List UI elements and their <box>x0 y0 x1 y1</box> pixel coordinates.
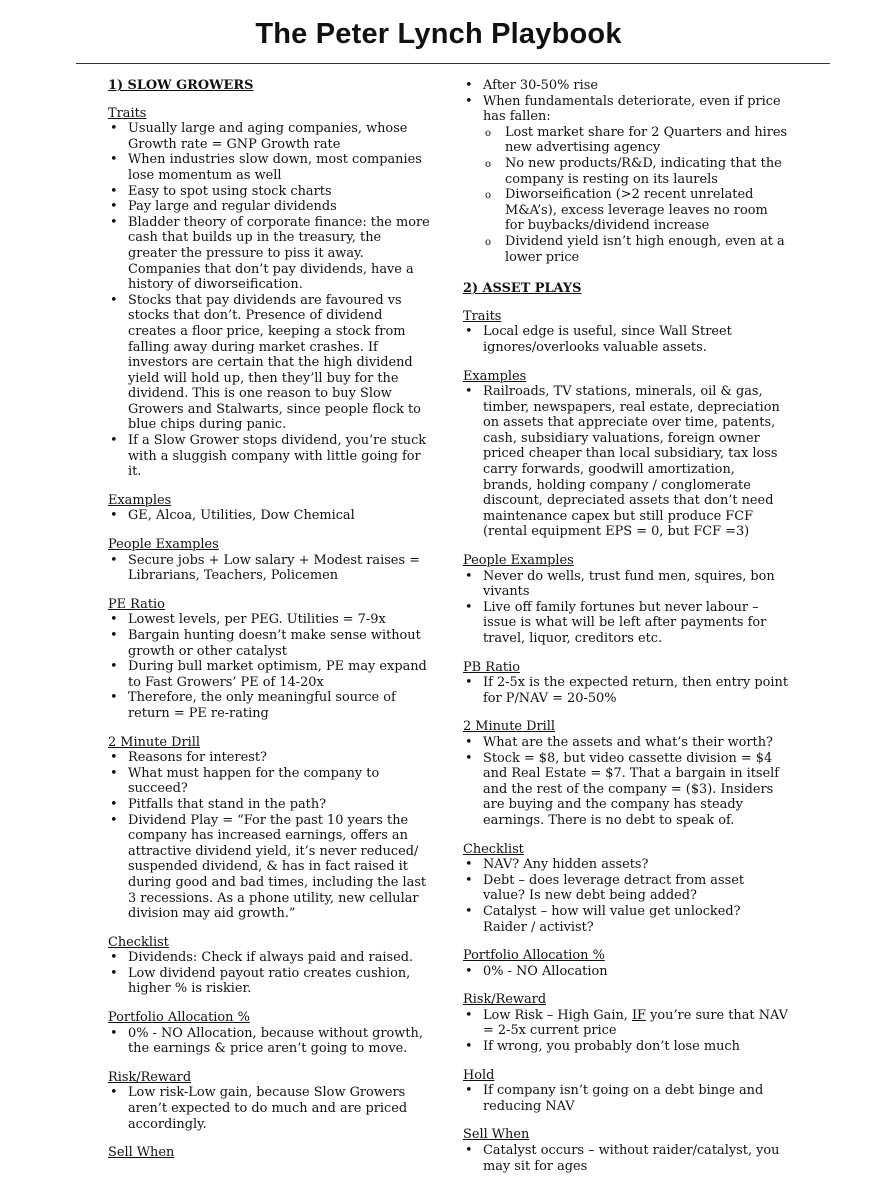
list-item: • Secure jobs + Low salary + Modest raises = Librarians, Teachers, Policemen <box>108 553 430 584</box>
list-item: • Local edge is useful, since Wall Street ignores/overlooks valuable assets. <box>463 324 788 355</box>
list-item: • Pitfalls that stand in the path? <box>108 797 430 813</box>
asset-drill-list <box>463 735 788 829</box>
slow-examples-list <box>108 508 430 524</box>
risk-text-pre: Low Risk – High Gain, <box>483 1007 632 1023</box>
asset-risk-list <box>463 1008 788 1055</box>
list-item: • Dividends: Check if always paid and raised. <box>108 950 430 966</box>
slow-drill-list <box>108 750 430 922</box>
asset-people-list <box>463 569 788 647</box>
slow-sell-sublist <box>463 125 788 265</box>
slow-risk-list <box>108 1085 430 1132</box>
subheading-portfolio-allocation: Portfolio Allocation % <box>108 1010 250 1026</box>
subheading-checklist: Checklist <box>108 934 169 950</box>
slow-sell-list <box>463 78 788 125</box>
subheading-risk-reward: Risk/Reward <box>108 1069 192 1085</box>
subheading-risk-reward: Risk/Reward <box>463 992 547 1008</box>
section-heading-asset-plays: 2) ASSET PLAYS <box>463 281 582 297</box>
asset-pb-list <box>463 675 788 706</box>
list-item: • Bladder theory of corporate finance: the more cash that builds up in the treasury, the greater the pressure to piss it away. Companies that don’t pay dividends, have a history of diworseification. <box>108 215 430 293</box>
subheading-2-minute-drill: 2 Minute Drill <box>463 719 555 735</box>
subheading-people-examples: People Examples <box>108 537 219 553</box>
asset-traits-list <box>463 324 788 355</box>
list-item: • NAV? Any hidden assets? <box>463 857 788 873</box>
asset-checklist-list <box>463 857 788 935</box>
list-item: • When industries slow down, most companies lose momentum as well <box>108 152 430 183</box>
subheading-traits: Traits <box>463 308 502 324</box>
subheading-traits: Traits <box>108 105 147 121</box>
list-item: • Bargain hunting doesn’t make sense without growth or other catalyst <box>108 628 430 659</box>
list-item: • Stock = $8, but video cassette division = $4 and Real Estate = $7. That a bargain in itself and the rest of the company = ($3). Insiders are buying and the company has steady earnings. There is no debt to speak of. <box>463 751 788 829</box>
subheading-checklist: Checklist <box>463 841 524 857</box>
list-item: • What are the assets and what’s their worth? <box>463 735 788 751</box>
list-item: • GE, Alcoa, Utilities, Dow Chemical <box>108 508 430 524</box>
list-item: • If a Slow Grower stops dividend, you’re stuck with a sluggish company with little going for it. <box>108 433 430 480</box>
risk-text-if: IF <box>631 1007 647 1023</box>
sub-list-item: o No new products/R&D, indicating that the company is resting on its laurels <box>463 156 788 187</box>
asset-examples-list <box>463 384 788 540</box>
list-item: • When fundamentals deteriorate, even if price has fallen: <box>463 94 788 125</box>
list-item: • 0% - NO Allocation, because without growth, the earnings & price aren’t going to move. <box>108 1026 430 1057</box>
list-item: • If 2-5x is the expected return, then entry point for P/NAV = 20-50% <box>463 675 788 706</box>
list-item: • Never do wells, trust fund men, squires, bon vivants <box>463 569 788 600</box>
list-item: • If company isn’t going on a debt binge and reducing NAV <box>463 1083 788 1114</box>
slow-people-list <box>108 553 430 584</box>
list-item: • Easy to spot using stock charts <box>108 184 430 200</box>
list-item: • Railroads, TV stations, minerals, oil & gas, timber, newspapers, real estate, depreciation on assets that appreciate over time, patents, cash, subsidiary valuations, foreign owner priced cheaper than local subsidiary, tax loss carry forwards, goodwill amortization, brands, holding company / conglomerate discount, depreciated assets that don’t need maintenance capex but still produce FCF (rental equipment EPS = 0, but FCF =3) <box>463 384 788 540</box>
subheading-examples: Examples <box>463 368 527 384</box>
left-column <box>108 78 430 1161</box>
subheading-pe-ratio: PE Ratio <box>108 596 165 612</box>
slow-traits-list <box>108 121 430 480</box>
asset-sell-list <box>463 1143 788 1174</box>
list-item: • Pay large and regular dividends <box>108 199 430 215</box>
list-item: • Low risk-Low gain, because Slow Growers aren’t expected to do much and are priced accordingly. <box>108 1085 430 1132</box>
section-heading-slow-growers: 1) SLOW GROWERS <box>108 78 254 93</box>
list-item: • Dividend Play = “For the past 10 years the company has increased earnings, offers an attractive dividend yield, it’s never reduced/ suspended dividend, & has in fact raised it during good and bad times, including the last 3 recessions. As a phone utility, new cellular division may aid growth.” <box>108 813 430 922</box>
sub-list-item: o Lost market share for 2 Quarters and hires new advertising agency <box>463 125 788 156</box>
list-item: • During bull market optimism, PE may expand to Fast Growers’ PE of 14-20x <box>108 659 430 690</box>
subheading-hold: Hold <box>463 1067 495 1083</box>
subheading-people-examples: People Examples <box>463 553 574 569</box>
risk-text-post: you’re sure that NAV = 2-5x current price <box>483 1007 788 1039</box>
list-item: • If wrong, you probably don’t lose much <box>463 1039 788 1055</box>
sub-list-item: o Diworseification (>2 recent unrelated M&A’s), excess leverage leaves no room for buybacks/dividend increase <box>463 187 788 234</box>
list-item: • Reasons for interest? <box>108 750 430 766</box>
title-divider <box>76 63 830 64</box>
right-column <box>463 78 788 1174</box>
subheading-2-minute-drill: 2 Minute Drill <box>108 734 200 750</box>
asset-hold-list <box>463 1083 788 1114</box>
subheading-portfolio-allocation: Portfolio Allocation % <box>463 948 605 964</box>
list-item: • What must happen for the company to succeed? <box>108 766 430 797</box>
slow-allocation-list <box>108 1026 430 1057</box>
list-item: • 0% - NO Allocation <box>463 964 788 980</box>
list-item: • Low dividend payout ratio creates cushion, higher % is riskier. <box>108 966 430 997</box>
sub-list-item: o Dividend yield isn’t high enough, even at a lower price <box>463 234 788 265</box>
list-item: • Stocks that pay dividends are favoured vs stocks that don’t. Presence of dividend creates a floor price, keeping a stock from falling away during market crashes. If investors are certain that the high dividend yield will hold up, then they’ll buy for the dividend. This is one reason to buy Slow Growers and Stalwarts, since people flock to blue chips during panic. <box>108 293 430 433</box>
slow-pe-list <box>108 612 430 721</box>
subheading-sell-when: Sell When <box>108 1145 175 1161</box>
list-item: • Catalyst – how will value get unlocked? Raider / activist? <box>463 904 788 935</box>
list-item: • Lowest levels, per PEG. Utilities = 7-9x <box>108 612 430 628</box>
slow-checklist-list <box>108 950 430 997</box>
subheading-sell-when: Sell When <box>463 1127 530 1143</box>
page-title: The Peter Lynch Playbook <box>255 18 622 50</box>
list-item: • Catalyst occurs – without raider/catalyst, you may sit for ages <box>463 1143 788 1174</box>
list-item: • After 30-50% rise <box>463 78 788 94</box>
subheading-examples: Examples <box>108 492 172 508</box>
list-item <box>463 1008 788 1039</box>
list-item: • Therefore, the only meaningful source of return = PE re-rating <box>108 690 430 721</box>
list-item: • Usually large and aging companies, whose Growth rate = GNP Growth rate <box>108 121 430 152</box>
asset-allocation-list <box>463 964 788 980</box>
subheading-pb-ratio: PB Ratio <box>463 659 520 675</box>
list-item: • Debt – does leverage detract from asset value? Is new debt being added? <box>463 873 788 904</box>
list-item: • Live off family fortunes but never labour – issue is what will be left after payments for travel, liquor, creditors etc. <box>463 600 788 647</box>
